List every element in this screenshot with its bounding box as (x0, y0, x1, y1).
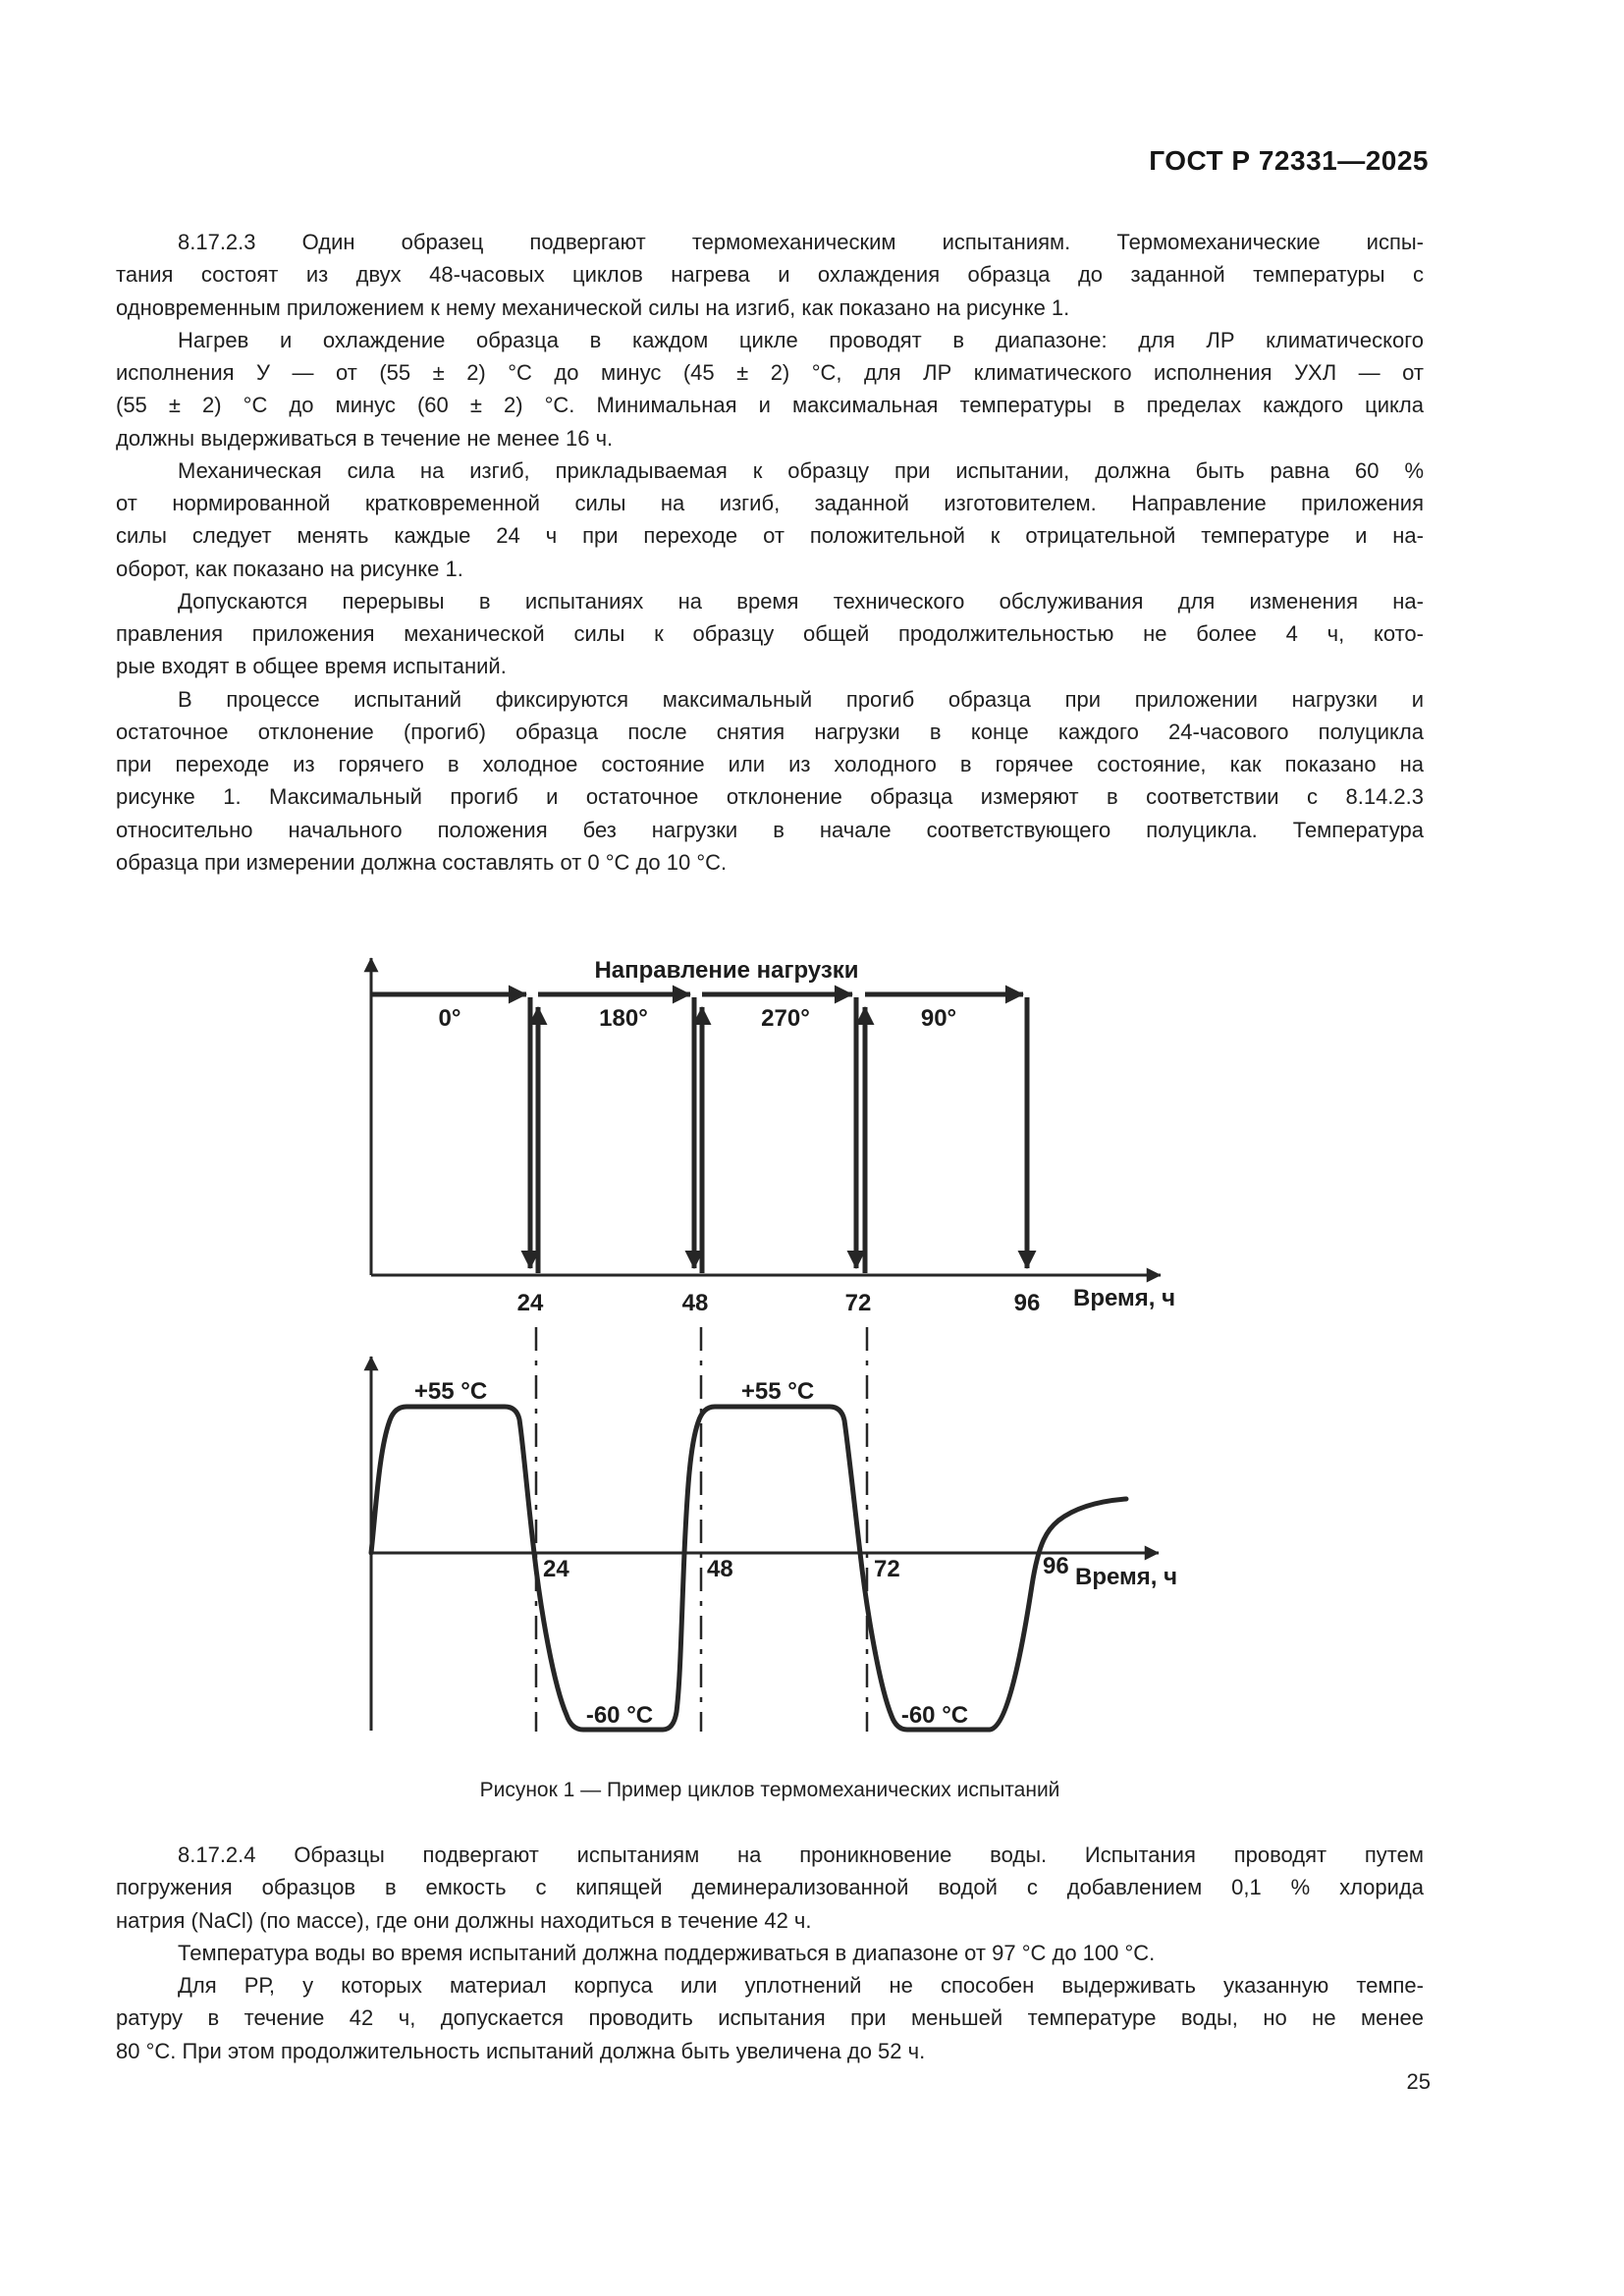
chart-title: Направление нагрузки (594, 957, 859, 984)
text-line: правления приложения механической силы к образцу общей продолжительностью не более 4 ч, кото- (116, 621, 1424, 646)
figure-caption: Рисунок 1 — Пример циклов термомеханических испытаний (479, 1779, 1060, 1801)
x-axis-label: Время, ч (1075, 1564, 1178, 1590)
tick-label-48: 48 (707, 1556, 733, 1582)
load-direction-chart (371, 957, 1175, 1316)
temperature-curve (371, 1407, 1126, 1730)
text-line: погружения образцов в емкость с кипящей деминерализованной водой с добавлением 0,1 % хлорида (116, 1875, 1424, 1900)
text-line: 8.17.2.4 Образцы подвергают испытаниям на проникновение воды. Испытания проводят путем (178, 1842, 1424, 1867)
text-line: должны выдерживаться в течение не менее 16 ч. (116, 425, 614, 451)
body-text-block-2 (116, 1839, 1424, 2067)
angle-label-0: 0° (438, 1005, 461, 1032)
temperature-cycle-chart (371, 1327, 1177, 1732)
text-line: Для РР, у которых материал корпуса или уплотнений не способен выдерживать указанную темпе- (178, 1973, 1424, 1998)
tick-label-72: 72 (874, 1556, 900, 1582)
text-line: Допускаются перерывы в испытаниях на время технического обслуживания для изменения на- (178, 588, 1424, 614)
text-line: Механическая сила на изгиб, прикладываемая к образцу при испытании, должна быть равна 60 % (178, 457, 1424, 483)
text-line: рые входят в общее время испытаний. (116, 654, 507, 679)
text-line: тания состоят из двух 48-часовых циклов нагрева и охлаждения образца до заданной температуры с (116, 262, 1424, 288)
cold-temp-label-1: -60 °C (585, 1702, 654, 1729)
tick-label-48: 48 (681, 1290, 709, 1316)
text-line: В процессе испытаний фиксируются максимальный прогиб образца при приложении нагрузки и (178, 686, 1424, 712)
text-line: (55 ± 2) °С до минус (60 ± 2) °С. Минимальная и максимальная температуры в пределах каждого цикла (116, 393, 1424, 418)
text-line: силы следует менять каждые 24 ч при переходе от положительной к отрицательной температуре и на- (116, 523, 1424, 549)
hot-temp-label-1: +55 °C (413, 1378, 488, 1405)
text-line: натрия (NaCl) (по массе), где они должны находиться в течение 42 ч. (116, 1907, 812, 1933)
cold-temp-label-2: -60 °C (900, 1702, 969, 1729)
text-line: ратуру в течение 42 ч, допускается проводить испытания при меньшей температуре воды, но не менее (116, 2005, 1424, 2031)
text-line: относительно начального положения без нагрузки в начале соответствующего полуцикла. Температура (116, 817, 1424, 842)
tick-label-96: 96 (1013, 1290, 1041, 1316)
page-header: ГОСТ Р 72331—2025 (1149, 145, 1429, 176)
text-line: Нагрев и охлаждение образца в каждом цикле проводят в диапазоне: для ЛР климатического (178, 327, 1424, 352)
text-line: образца при измерении должна составлять от 0 °С до 10 °С. (116, 849, 728, 875)
text-line: одновременным приложением к нему механической силы на изгиб, как показано на рисунке 1. (116, 294, 1070, 320)
text-line: при переходе из горячего в холодное состояние или из холодного в горячее состояние, как показано на (116, 752, 1424, 776)
page-number: 25 (1406, 2069, 1431, 2094)
text-line: исполнения У — от (55 ± 2) °С до минус (45 ± 2) °С, для ЛР климатического исполнения УХЛ — от (116, 360, 1424, 385)
x-axis-label: Время, ч (1073, 1285, 1176, 1311)
text-line: 8.17.2.3 Один образец подвергают термомеханическим испытаниям. Термомеханические испы- (178, 230, 1424, 254)
hot-temp-label-2: +55 °C (740, 1378, 815, 1405)
tick-label-24: 24 (543, 1556, 569, 1582)
tick-label-24: 24 (516, 1290, 544, 1316)
tick-label-96: 96 (1043, 1553, 1069, 1579)
text-line: остаточное отклонение (прогиб) образца после снятия нагрузки в конце каждого 24-часового полуцикла (116, 719, 1424, 744)
angle-label-180: 180° (599, 1005, 648, 1032)
text-line: оборот, как показано на рисунке 1. (116, 556, 463, 581)
angle-label-90: 90° (920, 1005, 957, 1032)
text-line: рисунке 1. Максимальный прогиб и остаточное отклонение образца измеряют в соответствии с 8.14.2.3 (116, 784, 1424, 810)
text-line: Температура воды во время испытаний должна поддерживаться в диапазоне от 97 °С до 100 °С. (178, 1940, 1156, 1965)
text-line: 80 °С. При этом продолжительность испытаний должна быть увеличена до 52 ч. (116, 2038, 926, 2063)
text-line: от нормированной кратковременной силы на изгиб, заданной изготовителем. Направление приложения (116, 491, 1424, 515)
angle-label-270: 270° (761, 1005, 810, 1032)
tick-label-72: 72 (844, 1290, 872, 1316)
